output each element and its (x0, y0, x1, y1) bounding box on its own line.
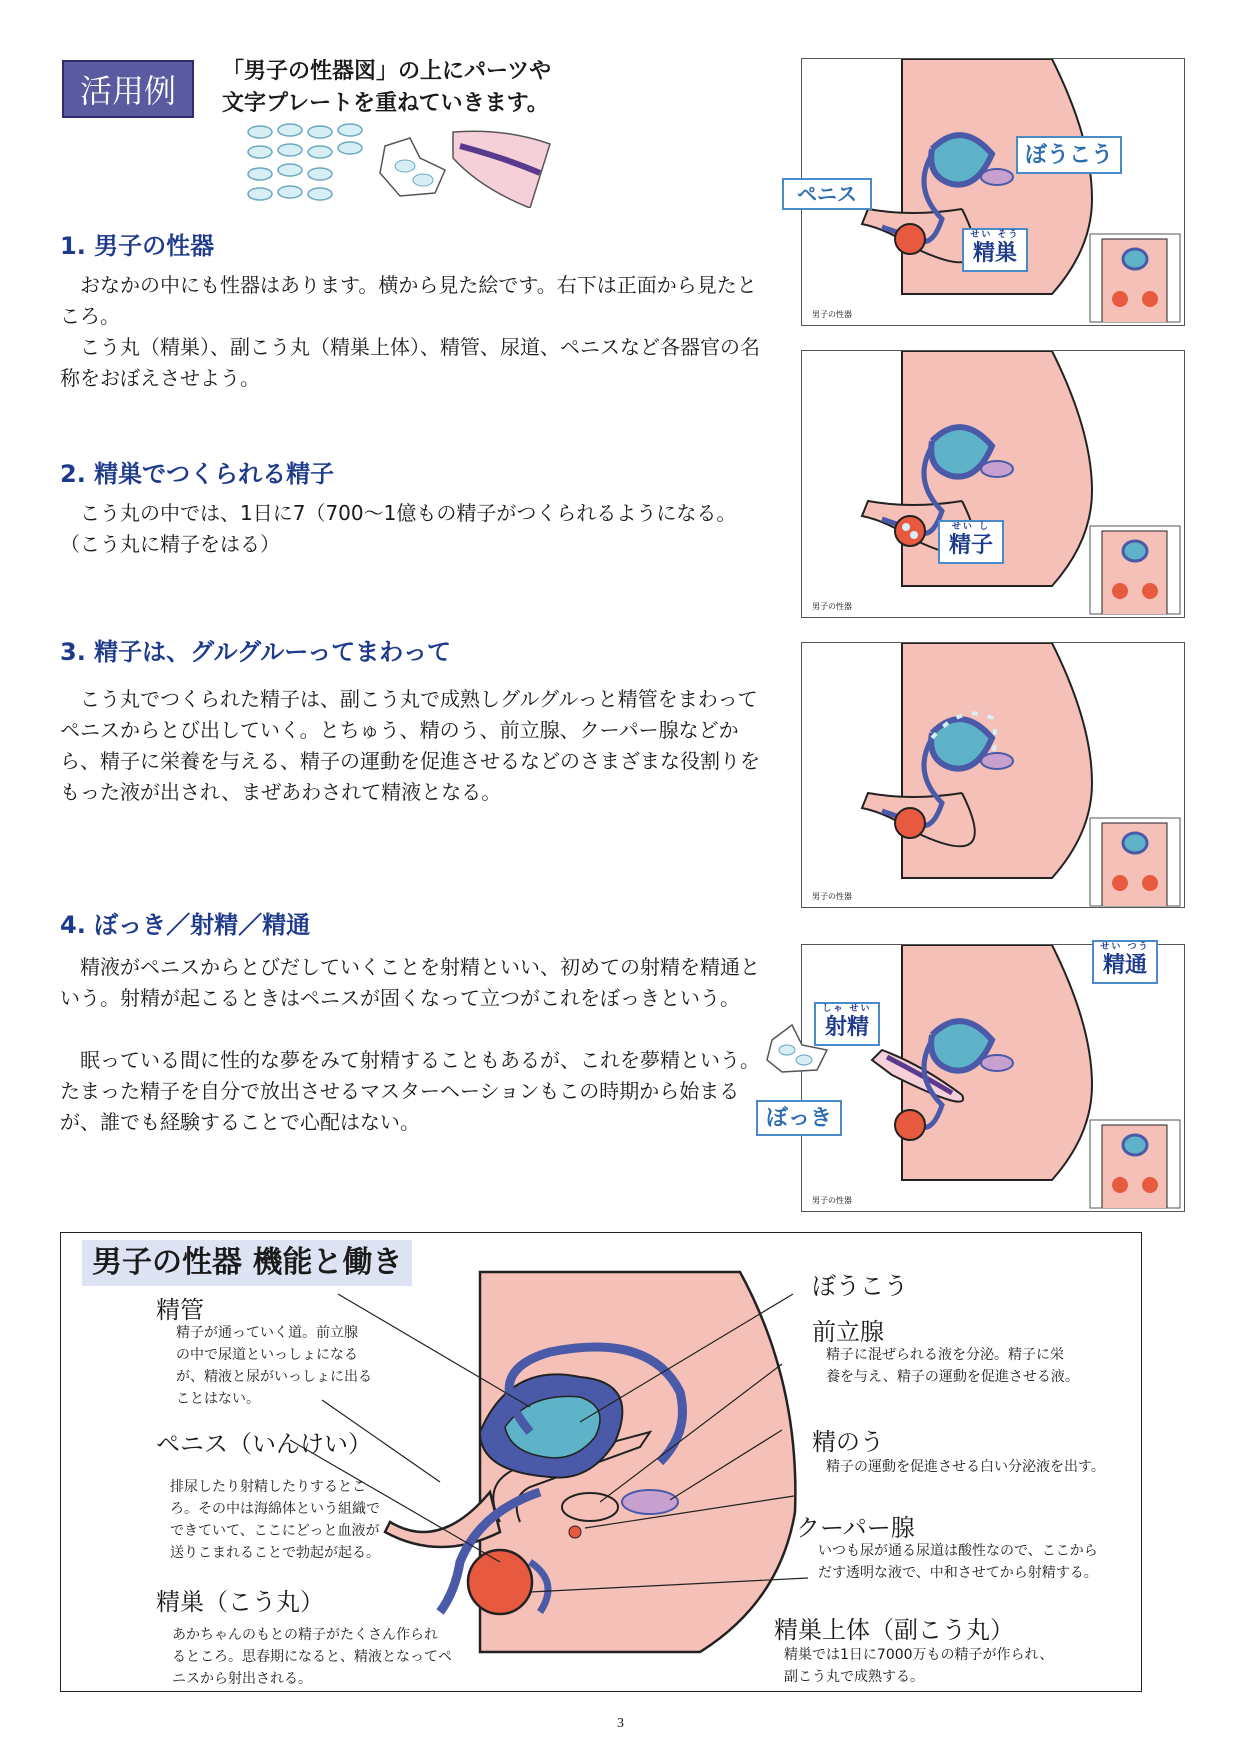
label-zenritsusen: 前立腺 (812, 1318, 884, 1346)
thumb-1-caption: 男子の性器 (812, 310, 852, 319)
plate-seitsuu-ruby: せい つう (1100, 942, 1150, 952)
desc-seisou: あかちゃんのもとの精子がたくさん作られ るところ。思春期になると、精液となってペ ニスから射出される。 (172, 1627, 452, 1687)
plate-seisou-ruby: せい そう (970, 230, 1020, 240)
plate-shasei-text: 射精 (824, 1014, 869, 1040)
plate-boukou: ぼうこう (1016, 136, 1122, 174)
thumbnail-2 (801, 350, 1185, 618)
label-seisoujoutai: 精巣上体（副こう丸） (774, 1616, 1014, 1644)
plate-shasei (814, 1002, 880, 1046)
section-1-para-2: こう丸（精巣）、副こう丸（精巣上体）、精管、尿道、ペニスなど各器官の名称をおぼえさせよう。 (60, 335, 760, 390)
section-4-heading: 4. ぼっき／射精／精通 (60, 911, 311, 939)
thumb-3-caption: 男子の性器 (812, 892, 852, 901)
label-penis: ペニス（いんけい） (156, 1430, 372, 1458)
plate-seitsuu (1092, 940, 1158, 984)
plate-seisou-text: 精巣 (972, 240, 1017, 266)
plate-shasei-ruby: しゃ せい (822, 1004, 872, 1014)
section-1-heading: 1. 男子の性器 (60, 232, 215, 260)
badge-katsuyourei: 活用例 (62, 60, 194, 118)
desc-cowper: いつも尿が通る尿道は酸性なので、ここから だす透明な液で、中和させてから射精する。 (818, 1543, 1098, 1581)
desc-seikan: 精子が通っていく道。前立腺 の中で尿道といっしょになる が、精液と尿がいっしょに出る ことはない。 (176, 1325, 372, 1407)
plate-seishi-text: 精子 (948, 532, 993, 558)
page-number: 3 (617, 1716, 624, 1731)
diagram-title: 男子の性器 機能と働き (82, 1240, 412, 1286)
plate-seitsuu-text: 精通 (1102, 952, 1147, 978)
desc-zenritsusen: 精子に混ぜられる液を分泌。精子に栄 養を与え、精子の運動を促進させる液。 (826, 1347, 1079, 1385)
thumb-2-caption: 男子の性器 (812, 602, 852, 611)
section-4-para-1: 精液がペニスからとびだしていくことを射精といい、初めての射精を精通という。射精が起こるときはペニスが固くなって立つがこれをぼっきという。 (60, 955, 760, 1010)
desc-seinou: 精子の運動を促進させる白い分泌液を出す。 (826, 1459, 1105, 1475)
plate-seishi-ruby: せい し (951, 522, 991, 532)
plate-seisou (962, 228, 1028, 272)
section-4-para-2: 眠っている間に性的な夢をみて射精することもあるが、これを夢精という。たまった精子を自分で放出させるマスターヘーションもこの時期から始まるが、誰でも経験することで心配はない。 (60, 1048, 760, 1134)
plate-bokki: ぼっき (756, 1100, 842, 1136)
label-seinou: 精のう (812, 1428, 884, 1456)
section-3-heading: 3. 精子は、グルグルーってまわって (60, 638, 452, 666)
section-3-para-1: こう丸でつくられた精子は、副こう丸で成熟しグルグルっと精管をまわってペニスからとび出していく。とちゅう、精のう、前立腺、クーパー腺などから、精子に栄養を与える、精子の運動を促進させるなどのさまざまな役割りをもった液が出され、まぜあわされて精液となる。 (60, 687, 760, 804)
label-boukou: ぼうこう (812, 1272, 908, 1300)
thumb-4-caption: 男子の性器 (812, 1196, 852, 1205)
section-2-heading: 2. 精巣でつくられる精子 (60, 460, 335, 488)
thumbnail-3 (801, 642, 1185, 908)
label-seikan: 精管 (156, 1296, 204, 1324)
plate-seishi (938, 520, 1004, 564)
parts-illustration (245, 118, 565, 208)
label-seisou: 精巣（こう丸） (156, 1588, 324, 1616)
label-cowper: クーパー腺 (796, 1514, 915, 1542)
desc-penis: 排尿したり射精したりするとこ ろ。その中は海綿体という組織で できていて、ここにどっと血液が 送りこまれることで勃起が起る。 (170, 1479, 380, 1561)
section-1-para-1: おなかの中にも性器はあります。横から見た絵です。右下は正面から見たところ。 (60, 273, 757, 328)
intro-text: 「男子の性器図」の上にパーツや 文字プレートを重ねていきます。 (222, 59, 552, 116)
desc-seisoujoutai: 精巣では1日に7000万もの精子が作られ、 副こう丸で成熟する。 (784, 1647, 1054, 1685)
section-2-para-1: こう丸の中では、1日に7（700～1億もの精子がつくられるようになる。（こう丸に精子をはる） (60, 501, 737, 556)
plate-penis: ペニス (782, 178, 872, 210)
thumbnail-4 (801, 944, 1185, 1212)
